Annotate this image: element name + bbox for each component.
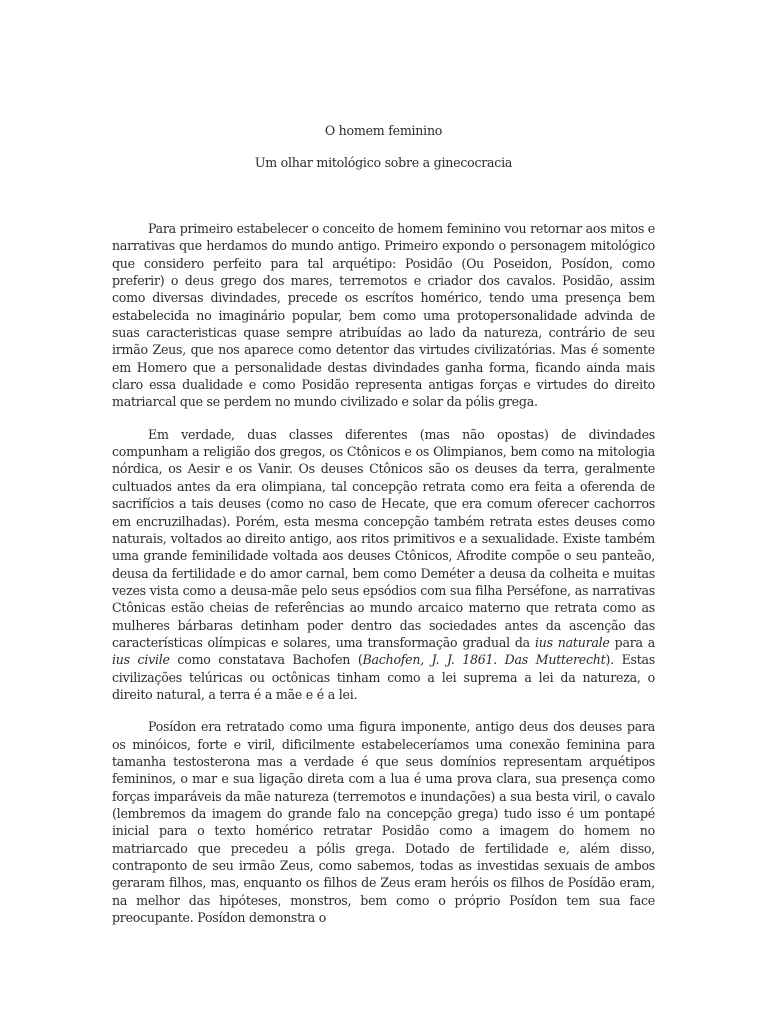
- term-ius-naturale: ius naturale: [534, 634, 610, 650]
- document-page: [112, 120, 655, 941]
- paragraph-2: [112, 426, 655, 704]
- document-subtitle: Um olhar mitológico sobre a ginecocracia: [254, 155, 513, 170]
- term-ius-civile: ius civile: [112, 652, 170, 668]
- paragraph-2-text-b: para a: [609, 634, 655, 650]
- document-body: [112, 220, 655, 926]
- citation-bachofen: Bachofen, J. J. 1861. Das Mutterecht: [362, 652, 606, 668]
- document-title: O homem feminino: [324, 123, 443, 138]
- paragraph-2-text-d: ). Estas civilizações telúricas ou octônicas tinham como a lei suprema a lei da natureza, o direito natural, a terra é a mãe e é a lei.: [112, 652, 656, 702]
- paragraph-2-text-c: como constatava Bachofen (: [169, 652, 363, 668]
- paragraph-3: Posídon era retratado como uma figura imponente, antigo deus dos deuses para os minóicos, forte e viril, dificilmente estabeleceríamos uma conexão feminina para tamanha testosterona mas a verdade é que seus domínios representam arquétipos femininos, o mar e sua ligação direta com a lua é uma prova clara, sua presença como forças imparáveis da mãe natureza (terremotos e inundações) a sua besta viril, o cavalo (lembremos da imagem do grande falo na concepção grega) tudo isso é um pontapé inicial para o texto homérico retratar Posidão como a imagem do homem no matriarcado que precedeu a pólis grega. Dotado de fertilidade e, além disso, contraponto de seu irmão Zeus, como sabemos, todas as investidas sexuais de ambos geraram filhos, mas, enquanto os filhos de Zeus eram heróis os filhos de Posídão eram, na melhor das hipóteses, monstros, bem como o próprio Posídon tem sua face preocupante. Posídon demonstra o: [112, 719, 655, 926]
- paragraph-2-text-a: Em verdade, duas classes diferentes (mas não opostas) de divindades compunham a religião dos gregos, os Ctônicos e os Olimpianos, bem como na mitologia nórdica, os Aesir e os Vanir. Os deuses Ctônicos são os deuses da terra, geralmente cultuados antes da era olimpiana, tal concepção retrata como era feita a oferenda de sacrifícios a tais deuses (como no caso de Hecate, que era comum oferecer cachorros em encruzilhadas). Porém, esta mesma concepção também retrata estes deuses como naturais, voltados ao direito antigo, aos ritos primitivos e a sexualidade. Existe também uma grande feminilidade voltada aos deuses Ctônicos, Afrodite compõe o seu panteão, deusa da fertilidade e do amor carnal, bem como Deméter a deusa da colheita e muitas vezes vista como a deusa-mãe pelo seus epsódios com sua filha Perséfone, as narrativas Ctônicas estão cheias de referências ao mundo arcaico materno que retrata como as mulheres bárbaras detinham poder dentro das sociedades antes da ascenção das características olímpicas e solares, uma transformação gradual da: [112, 426, 655, 650]
- paragraph-1: Para primeiro estabelecer o conceito de homem feminino vou retornar aos mitos e narrativas que herdamos do mundo antigo. Primeiro expondo o personagem mitológico que considero perfeito para tal arquétipo: Posidão (Ou Poseidon, Posídon, como preferir) o deus grego dos mares, terremotos e criador dos cavalos. Posidão, assim como diversas divindades, precede os escrítos homérico, tendo uma presença bem estabelecida no imaginário popular, bem como uma protopersonalidade advinda de suas caracteristicas quase sempre atribuídas ao lado da natureza, contrário de seu irmão Zeus, que nos aparece como detentor das virtudes civilizatórias. Mas é somente em Homero que a personalidade destas divindades ganha forma, ficando ainda mais claro essa dualidade e como Posidão representa antigas forças e virtudes do direito matriarcal que se perdem no mundo civilizado e solar da pólis grega.: [112, 221, 656, 410]
